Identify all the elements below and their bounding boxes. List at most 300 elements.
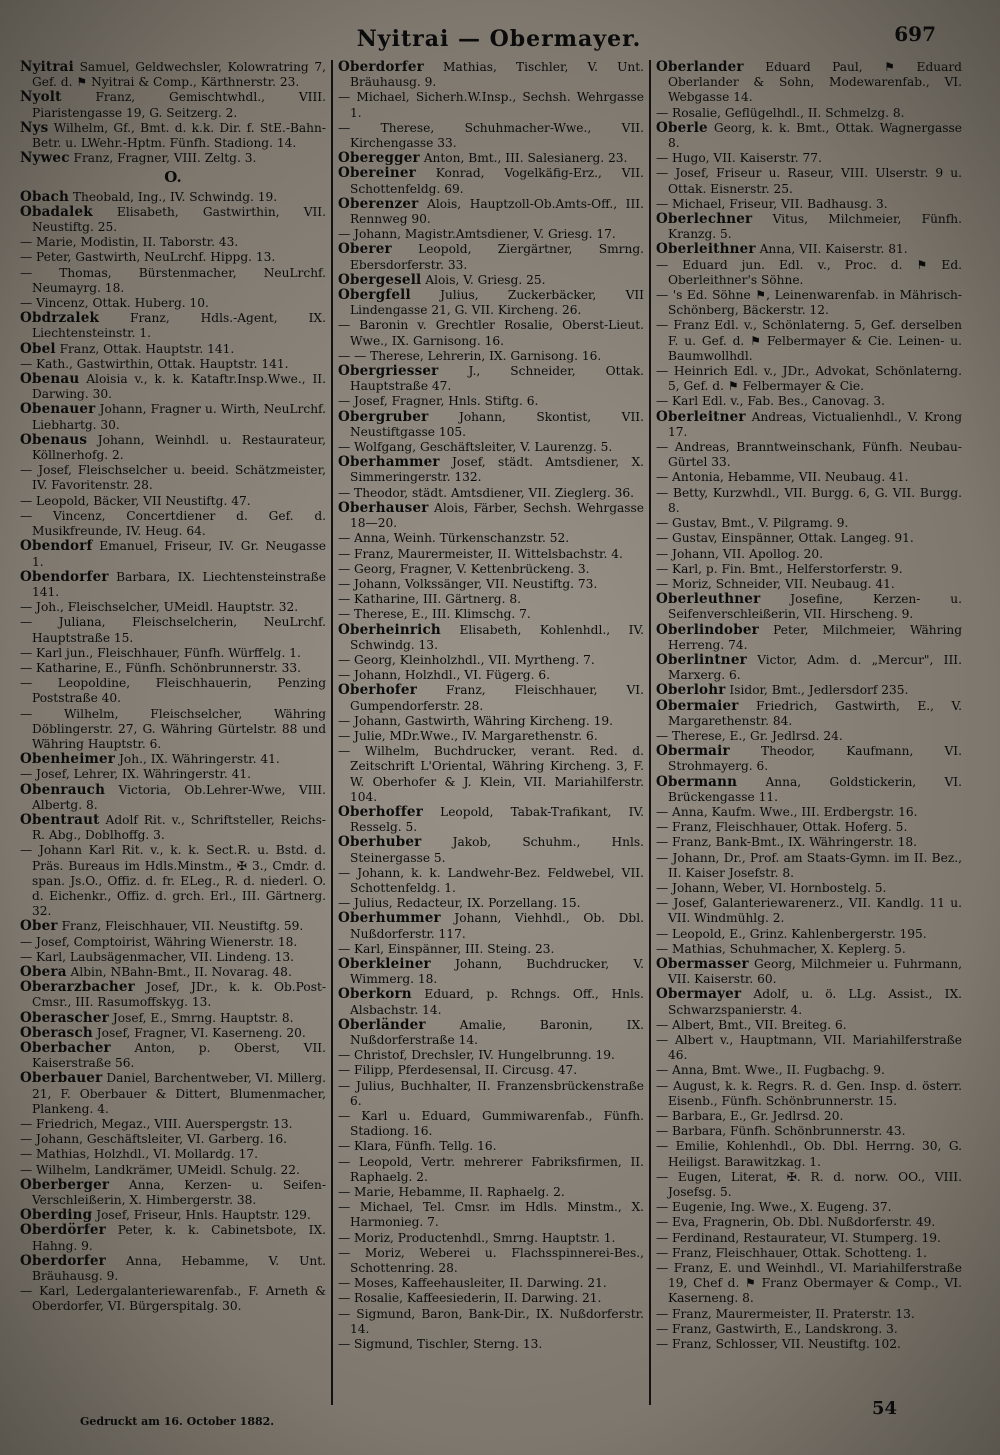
directory-entry xyxy=(656,942,962,957)
entry-text: — Marie, Modistin, II. Taborstr. 43. xyxy=(20,235,239,250)
directory-entry xyxy=(338,729,644,744)
directory-entry xyxy=(338,288,644,318)
entry-text: Alois, Hauptzoll-Ob.Amts-Off., III. Rennweg 90. xyxy=(350,196,644,227)
entry-text: — Friedrich, Megaz., VIII. Auerspergstr. 13. xyxy=(20,1117,293,1132)
directory-entry xyxy=(338,440,644,455)
entry-text: Georg, Milchmeier u. Fuhrmann, VII. Kaiserstr. 60. xyxy=(668,956,962,987)
entry-text: Franz, Fleischhauer, VI. Gumpendorferstr. 28. xyxy=(350,683,644,713)
directory-entry xyxy=(338,957,644,987)
entry-text: — Rosalie, Geflügelhdl., II. Schmelzg. 8. xyxy=(656,105,905,120)
directory-entry xyxy=(338,1307,644,1337)
directory-entry xyxy=(656,106,962,121)
entry-text: — Barbara, Fünfh. Schönbrunnerstr. 43. xyxy=(656,1124,906,1139)
entry-text: — Christof, Drechsler, IV. Hungelbrunng. 19. xyxy=(338,1048,615,1063)
entry-text: Anton, p. Oberst, VII. Kaiserstraße 56. xyxy=(32,1041,326,1071)
entry-text: — Karl Edl. v., Fab. Bes., Canovag. 3. xyxy=(656,394,886,409)
entry-text: — Karl u. Eduard, Gummiwarenfab., Fünfh. Stadiong. 16. xyxy=(338,1109,644,1139)
entry-text: — Rosalie, Kaffeesiederin, II. Darwing. 21. xyxy=(338,1291,602,1306)
entry-text: Franz, Gemischtwhdl., VIII. Piaristengasse 19, G. Seitzerg. 2. xyxy=(32,90,326,120)
entry-surname: Oberhammer xyxy=(338,454,440,471)
entry-surname: Oberlohr xyxy=(656,682,726,699)
directory-entry xyxy=(656,592,962,622)
entry-surname: Obadalek xyxy=(20,203,93,220)
entry-text: — Karl, Einspänner, III. Steing. 23. xyxy=(338,941,555,956)
entry-surname: Oberlechner xyxy=(656,211,753,228)
directory-entry xyxy=(20,965,326,980)
directory-entry xyxy=(338,1231,644,1246)
directory-entry xyxy=(338,653,644,668)
directory-entry xyxy=(338,744,644,805)
directory-entry xyxy=(338,623,644,653)
directory-entry xyxy=(20,1071,326,1117)
entry-text: — Leopold, Bäcker, VII Neustiftg. 47. xyxy=(20,493,251,508)
directory-entry xyxy=(338,942,644,957)
entry-text: — Joh., Fleischselcher, UMeidl. Hauptstr. 32. xyxy=(20,600,299,615)
entry-surname: Ober xyxy=(20,918,58,935)
directory-entry xyxy=(338,60,644,90)
entry-text: — Johann, Weber, VI. Hornbostelg. 5. xyxy=(656,880,887,895)
directory-entry xyxy=(20,600,326,615)
directory-columns xyxy=(20,60,978,1405)
column-divider xyxy=(331,60,333,1405)
directory-entry xyxy=(656,121,962,151)
directory-entry xyxy=(20,935,326,950)
directory-entry xyxy=(656,242,962,257)
entry-text: — Julius, Redacteur, IX. Porzellang. 15. xyxy=(338,896,581,911)
directory-entry xyxy=(656,820,962,835)
entry-text: — Therese, Schuhmacher-Wwe., VII. Kirchengasse 33. xyxy=(338,120,644,151)
directory-entry xyxy=(656,896,962,926)
entry-text: Anna, Hebamme, V. Unt. Bräuhausg. 9. xyxy=(32,1253,326,1284)
entry-text: Julius, Zuckerbäcker, VII Lindengasse 21, G. VII. Kircheng. 26. xyxy=(350,288,644,318)
directory-entry xyxy=(656,805,962,820)
entry-surname: Obermasser xyxy=(656,955,749,972)
directory-entry xyxy=(338,607,644,622)
entry-text: — Vincenz, Ottak. Huberg. 10. xyxy=(20,296,209,311)
entry-text: Albin, NBahn-Bmt., II. Novarag. 48. xyxy=(66,964,292,979)
entry-text: — Kath., Gastwirthin, Ottak. Hauptstr. 141. xyxy=(20,356,289,371)
directory-entry xyxy=(20,980,326,1010)
directory-entry xyxy=(656,744,962,774)
directory-entry xyxy=(656,486,962,516)
entry-surname: Obermaier xyxy=(656,697,739,714)
entry-text: — Albert v., Hauptmann, VII. Mariahilferstraße 46. xyxy=(656,1033,962,1063)
entry-text: — Therese, E., III. Klimschg. 7. xyxy=(338,607,531,622)
entry-text: — Josef, Friseur u. Raseur, VIII. Ulserstr. 9 u. Ottak. Eisnerstr. 25. xyxy=(656,166,962,196)
entry-surname: Nyitrai xyxy=(20,60,74,75)
directory-entry xyxy=(338,577,644,592)
entry-text: — Heinrich Edl. v., JDr., Advokat, Schönlaterng. 5, Gef. d. ⚑ Felbermayer & Cie. xyxy=(656,364,962,394)
directory-entry xyxy=(656,364,962,394)
directory-entry xyxy=(338,394,644,409)
entry-text: — Karl jun., Fleischhauer, Fünfh. Würffelg. 1. xyxy=(20,645,301,660)
entry-surname: Oberländer xyxy=(338,1016,426,1033)
entry-surname: Obendorfer xyxy=(20,568,109,585)
entry-text: — Johann, Dr., Prof. am Staats-Gymn. im II. Bez., II. Kaiser Josefstr. 8. xyxy=(656,850,962,880)
entry-text: Eduard, p. Rchngs. Off., Hnls. Alsbachstr. 14. xyxy=(350,987,644,1017)
entry-text: — Johann, Holzhdl., VI. Fügerg. 6. xyxy=(338,668,550,683)
directory-entry xyxy=(656,623,962,653)
entry-text: — Gustav, Einspänner, Ottak. Langeg. 91. xyxy=(656,531,914,546)
entry-text: — Anna, Bmt. Wwe., II. Fugbachg. 9. xyxy=(656,1063,885,1078)
entry-text: — Franz, Gastwirth, E., Landskrong. 3. xyxy=(656,1321,898,1336)
directory-entry xyxy=(20,646,326,661)
directory-entry xyxy=(20,235,326,250)
entry-surname: Oberkorn xyxy=(338,986,412,1003)
directory-entry xyxy=(20,494,326,509)
entry-text: Joh., IX. Währingerstr. 41. xyxy=(115,752,280,767)
directory-entry xyxy=(338,1155,644,1185)
entry-surname: Obermann xyxy=(656,773,738,790)
directory-entry xyxy=(656,1139,962,1169)
directory-entry xyxy=(338,1337,644,1352)
column-3 xyxy=(656,60,962,1405)
entry-text: Josefine, Kerzen- u. Seifenverschleißerin, VII. Hirscheng. 9. xyxy=(668,592,962,622)
entry-text: — Franz, Fleischhauer, Ottak. Schotteng. 1. xyxy=(656,1245,928,1260)
entry-text: — Josef, Comptoirist, Währing Wienerstr. 18. xyxy=(20,934,298,949)
entry-surname: Oberheinrich xyxy=(338,621,441,638)
directory-entry xyxy=(338,1079,644,1109)
directory-entry xyxy=(656,927,962,942)
column-1 xyxy=(20,60,326,1405)
directory-entry xyxy=(20,1208,326,1223)
entry-text: — Franz, Maurermeister, II. Praterstr. 13. xyxy=(656,1306,915,1321)
entry-text: — 's Ed. Söhne ⚑, Leinenwarenfab. in Mährisch-Schönberg, Bäckerstr. 12. xyxy=(656,288,962,318)
entry-surname: Obermair xyxy=(656,743,730,760)
entry-text: — Sigmund, Tischler, Sterng. 13. xyxy=(338,1337,543,1352)
page-title: Nyitrai — Obermayer. xyxy=(356,26,642,52)
entry-surname: Obergesell xyxy=(338,271,422,288)
directory-entry xyxy=(338,896,644,911)
entry-text: Elisabeth, Gastwirthin, VII. Neustiftg. 25. xyxy=(32,204,326,235)
directory-entry xyxy=(338,273,644,288)
directory-entry xyxy=(20,1178,326,1208)
entry-text: — Johann, Volkssänger, VII. Neustiftg. 73. xyxy=(338,576,598,591)
entry-text: Franz, Ottak. Hauptstr. 141. xyxy=(55,341,235,356)
directory-entry xyxy=(656,835,962,850)
entry-surname: Obendorf xyxy=(20,538,93,555)
directory-entry xyxy=(656,394,962,409)
entry-text: — Betty, Kurzwhdl., VII. Burgg. 6, G. VII. Burgg. 8. xyxy=(656,485,962,515)
entry-surname: Oberenzer xyxy=(338,195,419,212)
entry-text: Theodor, Kaufmann, VI. Strohmayerg. 6. xyxy=(668,744,962,774)
entry-text: — Andreas, Branntweinschank, Fünfh. Neubau-Gürtel 33. xyxy=(656,440,962,470)
directory-entry xyxy=(656,562,962,577)
entry-text: Franz, Hdls.-Agent, IX. Liechtensteinstr. 1. xyxy=(32,311,326,341)
entry-text: — Moriz, Productenhdl., Smrng. Hauptstr. 1. xyxy=(338,1230,616,1245)
directory-entry xyxy=(338,683,644,713)
entry-text: — Leopold, E., Grinz. Kahlenbergerstr. 195. xyxy=(656,926,927,941)
sheet-number: 54 xyxy=(872,1398,898,1419)
directory-entry xyxy=(656,1079,962,1109)
print-date: Gedruckt am 16. October 1882. xyxy=(80,1415,275,1428)
directory-entry xyxy=(338,151,644,166)
entry-text: Amalie, Baronin, IX. Nußdorferstraße 14. xyxy=(350,1017,644,1047)
entry-text: — Thomas, Bürstenmacher, NeuLrchf. Neumayrg. 18. xyxy=(20,265,326,295)
entry-text: — Wilhelm, Landkrämer, UMeidl. Schulg. 22. xyxy=(20,1162,300,1177)
directory-entry xyxy=(656,197,962,212)
directory-entry xyxy=(20,402,326,432)
entry-text: J., Schneider, Ottak. Hauptstraße 47. xyxy=(350,364,644,394)
entry-surname: Obergfell xyxy=(338,287,411,304)
directory-entry xyxy=(338,349,644,364)
directory-entry xyxy=(338,242,644,272)
entry-surname: Oberdörfer xyxy=(20,1222,106,1239)
entry-text: — Johann, Geschäftsleiter, VI. Garberg. 16. xyxy=(20,1132,287,1147)
directory-entry xyxy=(656,1063,962,1078)
directory-entry xyxy=(20,1132,326,1147)
directory-entry xyxy=(20,266,326,296)
entry-text: — Eugen, Literat, ✠. R. d. norw. OO., VIII. Josefsg. 5. xyxy=(656,1169,962,1200)
entry-text: Leopold, Tabak-Trafikant, IV. Resselg. 5. xyxy=(350,804,644,835)
entry-text: Elisabeth, Kohlenhdl., IV. Schwindg. 13. xyxy=(350,622,644,652)
entry-surname: Oberle xyxy=(656,119,708,136)
directory-entry xyxy=(656,1033,962,1063)
directory-entry xyxy=(20,1117,326,1132)
entry-text: Samuel, Geldwechsler, Kolowratring 7, Gef. d. ⚑ Nyitrai & Comp., Kärthnerstr. 23. xyxy=(32,60,326,90)
directory-entry xyxy=(338,1048,644,1063)
directory-entry xyxy=(20,250,326,265)
directory-entry xyxy=(656,470,962,485)
entry-text: — Barbara, E., Gr. Jedlrsd. 20. xyxy=(656,1109,844,1124)
directory-entry xyxy=(656,531,962,546)
directory-entry xyxy=(338,455,644,485)
entry-text: — Franz, Fleischhauer, Ottak. Hoferg. 5. xyxy=(656,820,908,835)
entry-surname: Oberlander xyxy=(656,60,744,75)
directory-entry xyxy=(338,501,644,531)
directory-entry xyxy=(656,729,962,744)
directory-entry xyxy=(338,987,644,1017)
directory-entry xyxy=(338,197,644,227)
entry-text: — Josef, Galanteriewarenerz., VII. Kandlg. 11 u. VII. Windmühlg. 2. xyxy=(656,896,962,926)
directory-entry xyxy=(338,531,644,546)
directory-entry xyxy=(656,1018,962,1033)
entry-surname: Oberegger xyxy=(338,150,420,167)
directory-entry xyxy=(338,714,644,729)
entry-text: — Johann, Magistr.Amtsdiener, V. Griesg. 17. xyxy=(338,227,616,242)
directory-entry xyxy=(338,1018,644,1048)
directory-entry xyxy=(20,661,326,676)
directory-entry xyxy=(656,516,962,531)
entry-text: — Franz, Schlosser, VII. Neustiftg. 102. xyxy=(656,1337,901,1352)
entry-text: Peter, k. k. Cabinetsbote, IX. Hahng. 9. xyxy=(32,1223,326,1253)
entry-text: Adolf Rit. v., Schriftsteller, Reichs-R. Abg., Doblhoffg. 3. xyxy=(32,812,326,843)
directory-entry xyxy=(20,205,326,235)
directory-entry xyxy=(20,615,326,645)
entry-surname: Obergruber xyxy=(338,408,429,425)
directory-entry xyxy=(656,1215,962,1230)
directory-entry xyxy=(338,121,644,151)
directory-entry xyxy=(20,296,326,311)
entry-text: — Josef, Fleischselcher u. beeid. Schätzmeister, IV. Favoritenstr. 28. xyxy=(20,463,326,493)
directory-entry xyxy=(20,707,326,753)
entry-text: — Josef, Lehrer, IX. Währingerstr. 41. xyxy=(20,767,252,782)
entry-text: Victoria, Ob.Lehrer-Wwe, VIII. Albertg. 8. xyxy=(32,782,326,812)
directory-entry xyxy=(338,1276,644,1291)
entry-text: — Leopoldine, Fleischhauerin, Penzing Poststraße 40. xyxy=(20,676,326,706)
directory-entry xyxy=(20,463,326,493)
entry-text: — Theodor, städt. Amtsdiener, VII. Zieglerg. 36. xyxy=(338,485,634,500)
entry-surname: Oberhauser xyxy=(338,499,429,516)
entry-text: — Georg, Kleinholzhdl., VII. Myrtheng. 7. xyxy=(338,652,595,667)
entry-text: Andreas, Victualienhdl., V. Krong 17. xyxy=(668,409,962,439)
entry-text: Johann, Fragner u. Wirth, NeuLrchf. Liebhartg. 30. xyxy=(32,402,326,432)
entry-text: — Michael, Tel. Cmsr. im Hdls. Minstm., X. Harmonieg. 7. xyxy=(338,1200,644,1230)
entry-text: Daniel, Barchentweber, VI. Millerg. 21, F. Oberbauer & Dittert, Blumenmacher, Plankeng. 4. xyxy=(32,1071,326,1116)
directory-entry xyxy=(338,805,644,835)
directory-entry xyxy=(656,440,962,470)
entry-text: Mathias, Tischler, V. Unt. Bräuhausg. 9. xyxy=(350,60,644,90)
directory-entry xyxy=(656,699,962,729)
directory-entry xyxy=(20,357,326,372)
directory-entry xyxy=(656,957,962,987)
entry-text: — Mathias, Schuhmacher, X. Keplerg. 5. xyxy=(656,941,906,956)
entry-text: — Johann, k. k. Landwehr-Bez. Feldwebel, VII. Schottenfeldg. 1. xyxy=(338,865,644,895)
entry-surname: Oberhoffer xyxy=(338,803,424,820)
entry-text: Wilhelm, Gf., Bmt. d. k.k. Dir. f. StE.-Bahn-Betr. u. LWehr.-Hptm. Fünfh. Stadiong. 14. xyxy=(32,120,326,151)
directory-entry xyxy=(338,1139,644,1154)
directory-entry xyxy=(338,166,644,196)
entry-text: — Karl, p. Fin. Bmt., Helferstorferstr. 9. xyxy=(656,561,903,576)
directory-entry xyxy=(20,1254,326,1284)
entry-text: Leopold, Ziergärtner, Smrng. Ebersdorferstr. 33. xyxy=(350,242,644,272)
entry-text: Vitus, Milchmeier, Fünfh. Kranzg. 5. xyxy=(668,212,962,242)
directory-entry xyxy=(656,1337,962,1352)
directory-entry xyxy=(20,1147,326,1162)
directory-entry xyxy=(338,668,644,683)
directory-entry xyxy=(20,1163,326,1178)
entry-surname: Obera xyxy=(20,963,67,980)
directory-entry xyxy=(656,775,962,805)
directory-entry xyxy=(656,258,962,288)
entry-text: — Eduard jun. Edl. v., Proc. d. ⚑ Ed. Oberleithner's Söhne. xyxy=(656,257,962,287)
entry-text: — Klara, Fünfh. Tellg. 16. xyxy=(338,1139,497,1154)
entry-text: — Karl, Ledergalanteriewarenfab., F. Arneth & Oberdorfer, VI. Bürgerspitalg. 30. xyxy=(20,1284,326,1314)
entry-text: Barbara, IX. Liechtensteinstraße 141. xyxy=(32,569,326,599)
entry-text: Josef, E., Smrng. Hauptstr. 8. xyxy=(109,1010,294,1025)
entry-text: Franz, Fragner, VIII. Zeltg. 3. xyxy=(69,151,257,166)
directory-entry xyxy=(338,562,644,577)
entry-text: — Franz, E. und Weinhdl., VI. Mariahilferstraße 19, Chef d. ⚑ Franz Obermayer & Comp., VI. Kaserneng. 8. xyxy=(656,1261,962,1306)
entry-text: — Eugenie, Ing. Wwe., X. Eugeng. 37. xyxy=(656,1200,892,1215)
entry-text: — — Therese, Lehrerin, IX. Garnisong. 16. xyxy=(338,348,602,363)
entry-surname: Oberdorfer xyxy=(20,1252,106,1269)
directory-entry xyxy=(338,1246,644,1276)
entry-surname: Oberer xyxy=(338,241,392,258)
directory-entry xyxy=(656,851,962,881)
entry-surname: Oberbacher xyxy=(20,1040,111,1056)
entry-surname: Oberascher xyxy=(20,1009,109,1026)
entry-surname: Oberlindober xyxy=(656,621,759,638)
directory-entry xyxy=(20,539,326,569)
entry-text: — Karl, Laubsägenmacher, VII. Lindeng. 13. xyxy=(20,949,295,964)
entry-surname: Obach xyxy=(20,188,69,205)
directory-entry xyxy=(20,950,326,965)
directory-entry xyxy=(20,1011,326,1026)
entry-text: Johann, Weinhdl. u. Restaurateur, Köllnerhofg. 2. xyxy=(32,432,326,463)
entry-text: — Eva, Fragnerin, Ob. Dbl. Nußdorferstr. 49. xyxy=(656,1215,936,1230)
entry-text: Georg, k. k. Bmt., Ottak. Wagnergasse 8. xyxy=(668,120,962,151)
entry-text: Anna, Kerzen- u. Seifen-Verschleißerin, X. Himbergerstr. 38. xyxy=(32,1177,326,1208)
entry-text: — August, k. k. Regrs. R. d. Gen. Insp. d. österr. Eisenb., Fünfh. Schönbrunnerstr. 15. xyxy=(656,1078,962,1108)
directory-entry xyxy=(656,653,962,683)
directory-entry xyxy=(20,342,326,357)
entry-text: Josef, Fragner, VI. Kaserneng. 20. xyxy=(92,1025,306,1040)
entry-text: Theobald, Ing., IV. Schwindg. 19. xyxy=(68,189,278,204)
directory-entry xyxy=(20,1041,326,1071)
directory-entry xyxy=(20,676,326,706)
directory-entry xyxy=(338,227,644,242)
entry-text: — Wilhelm, Buchdrucker, verant. Red. d. Zeitschrift L'Oriental, Währing Kircheng. 3, F. W. Oberhofer & J. Klein, VII. Mariahilferstr. 104. xyxy=(338,744,644,804)
entry-text: — Anna, Kaufm. Wwe., III. Erdbergstr. 16. xyxy=(656,804,918,819)
directory-entry xyxy=(20,919,326,934)
entry-text: Isidor, Bmt., Jedlersdorf 235. xyxy=(725,683,909,698)
entry-text: Anton, Bmt., III. Salesianerg. 23. xyxy=(419,151,628,166)
entry-text: — Michael, Sicherh.W.Insp., Sechsh. Wehrgasse 1. xyxy=(338,90,644,120)
entry-text: — Johann, VII. Apollog. 20. xyxy=(656,546,824,561)
directory-entry xyxy=(20,813,326,843)
directory-entry xyxy=(656,547,962,562)
entry-text: — Albert, Bmt., VII. Breiteg. 6. xyxy=(656,1017,847,1032)
entry-text: — Josef, Fragner, Hnls. Stiftg. 6. xyxy=(338,394,539,409)
directory-entry xyxy=(656,1200,962,1215)
entry-text: — Franz, Maurermeister, II. Wittelsbachstr. 4. xyxy=(338,546,623,561)
directory-entry xyxy=(20,843,326,919)
entry-text: Eduard Paul, ⚑ Eduard Oberlander & Sohn, Modewarenfab., VI. Webgasse 14. xyxy=(668,60,962,105)
entry-surname: Oberhummer xyxy=(338,910,441,927)
entry-text: — Gustav, Bmt., V. Pilgramg. 9. xyxy=(656,516,849,531)
entry-text: — Johann Karl Rit. v., k. k. Sect.R. u. Bstd. d. Präs. Bureaus im Hdls.Minstm., ✠ 3., Cmdr. d. span. Js.O., Offiz. d. fr. ELeg., R. d. niederl. O. d. Eichenkr., Offiz. d. grch. Erl., III. Gärtnerg. 32. xyxy=(20,843,326,919)
directory-entry xyxy=(656,318,962,364)
entry-text: — Ferdinand, Restaurateur, VI. Stumperg. 19. xyxy=(656,1230,941,1245)
directory-entry xyxy=(338,547,644,562)
directory-entry xyxy=(656,577,962,592)
entry-text: — Michael, Friseur, VII. Badhausg. 3. xyxy=(656,196,888,211)
entry-surname: Obdrzalek xyxy=(20,310,100,327)
entry-text: Josef, Friseur, Hnls. Hauptstr. 129. xyxy=(92,1208,311,1223)
entry-text: Johann, Buchdrucker, V. Wimmerg. 18. xyxy=(350,956,644,987)
entry-text: Konrad, Vogelkäfig-Erz., VII. Schottenfeldg. 69. xyxy=(350,166,644,196)
entry-text: — Vincenz, Concertdiener d. Gef. d. Musikfreunde, IV. Heug. 64. xyxy=(20,508,326,539)
entry-text: — Hugo, VII. Kaiserstr. 77. xyxy=(656,151,822,166)
entry-text: Anna, Goldstickerin, VI. Brückengasse 11. xyxy=(668,774,962,804)
entry-text: — Georg, Fragner, V. Kettenbrückeng. 3. xyxy=(338,561,590,576)
entry-text: Alois, Färber, Sechsh. Wehrgasse 18—20. xyxy=(350,500,644,531)
entry-surname: Oberding xyxy=(20,1207,93,1224)
entry-text: — Julie, MDr.Wwe., IV. Margarethenstr. 6. xyxy=(338,728,598,743)
entry-surname: Obenauer xyxy=(20,401,96,418)
entry-text: — Moses, Kaffeehausleiter, II. Darwing. 21. xyxy=(338,1276,607,1291)
entry-surname: Obentraut xyxy=(20,811,100,828)
entry-surname: Nyolt xyxy=(20,89,62,106)
directory-entry xyxy=(338,866,644,896)
section-letter: O. xyxy=(164,168,182,187)
entry-text: — Antonia, Hebamme, VII. Neubaug. 41. xyxy=(656,470,909,485)
entry-surname: Oberberger xyxy=(20,1176,110,1193)
entry-surname: Oberbauer xyxy=(20,1070,103,1087)
directory-entry xyxy=(20,570,326,600)
directory-entry xyxy=(656,151,962,166)
entry-surname: Oberdorfer xyxy=(338,60,424,75)
directory-entry xyxy=(338,1109,644,1139)
entry-surname: Oberarzbacher xyxy=(20,979,135,996)
entry-text: — Baronin v. Grechtler Rosalie, Oberst-Lieut. Wwe., IX. Garnisong. 16. xyxy=(338,318,644,348)
directory-entry xyxy=(20,1026,326,1041)
entry-surname: Obermayer xyxy=(656,986,742,1003)
entry-text: Franz, Fleischhauer, VII. Neustiftg. 59. xyxy=(57,919,304,934)
directory-entry xyxy=(20,767,326,782)
directory-entry xyxy=(656,1170,962,1200)
